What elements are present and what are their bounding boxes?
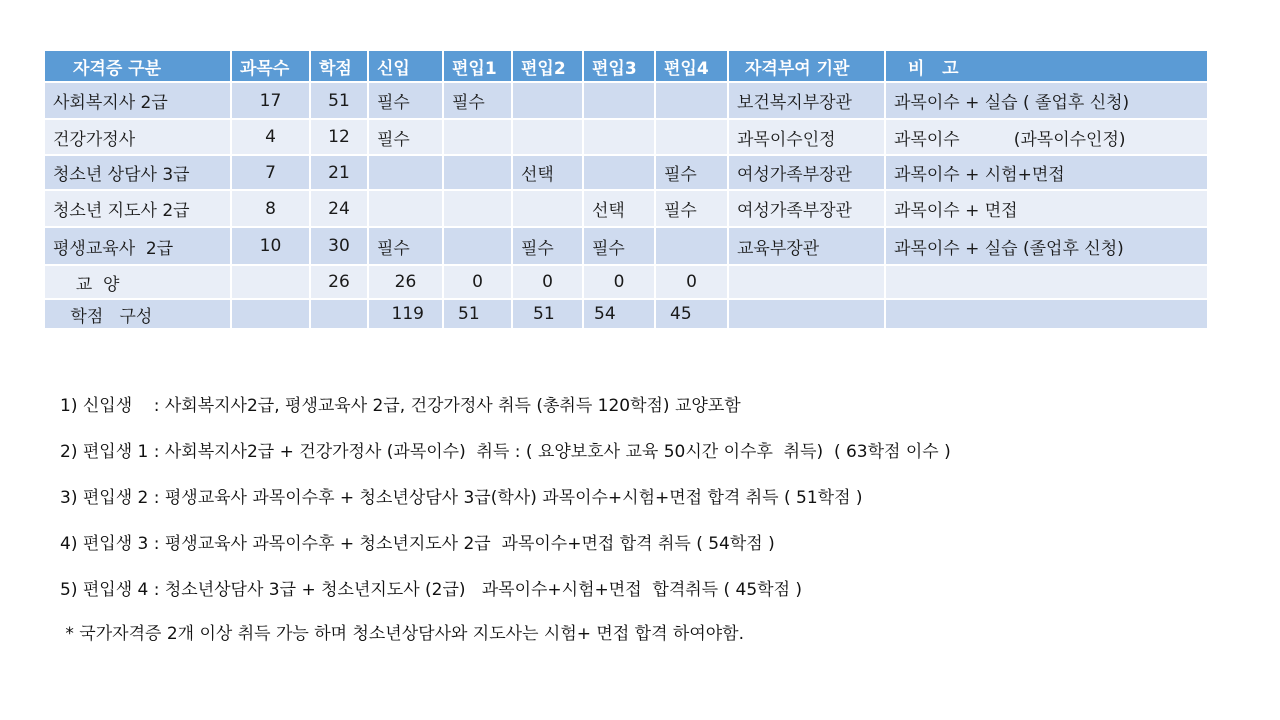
- cell-transfer4: 45: [655, 299, 728, 329]
- cell-remarks: [885, 299, 1208, 329]
- header-transfer3: 편입3: [583, 50, 655, 82]
- cell-agency: 교육부장관: [728, 227, 885, 265]
- cell-transfer4: 0: [655, 265, 728, 299]
- cell-transfer3: [583, 82, 655, 119]
- header-transfer2: 편입2: [512, 50, 583, 82]
- cell-credits: [310, 299, 368, 329]
- cell-course-count: 8: [231, 190, 310, 227]
- cell-transfer4: [655, 227, 728, 265]
- cell-agency: 보건복지부장관: [728, 82, 885, 119]
- cell-transfer3: 0: [583, 265, 655, 299]
- header-course-count: 과목수: [231, 50, 310, 82]
- header-freshman: 신입: [368, 50, 443, 82]
- table-header-row: [44, 50, 1208, 82]
- cell-transfer3: 선택: [583, 190, 655, 227]
- cell-agency: 여성가족부장관: [728, 155, 885, 190]
- cell-transfer1: [443, 155, 512, 190]
- cell-transfer3: 54: [583, 299, 655, 329]
- cell-cert-name: 청소년 상담사 3급: [44, 155, 231, 190]
- cell-freshman: [368, 190, 443, 227]
- table-row: [44, 155, 1208, 190]
- table-row: [44, 299, 1208, 329]
- cell-transfer3: [583, 155, 655, 190]
- cell-credits: 21: [310, 155, 368, 190]
- cell-cert-name: 건강가정사: [44, 119, 231, 155]
- note-item: 5) 편입생 4 : 청소년상담사 3급 + 청소년지도사 (2급) 과목이수+시험+면접 합격취득 ( 45학점 ): [60, 580, 803, 600]
- cell-transfer2: [512, 82, 583, 119]
- note-item: 1) 신입생 : 사회복지사2급, 평생교육사 2급, 건강가정사 취득 (총취득 120학점) 교양포함: [60, 396, 741, 416]
- cell-freshman: 필수: [368, 119, 443, 155]
- cell-remarks: 과목이수 + 면접: [885, 190, 1208, 227]
- cell-transfer1: [443, 227, 512, 265]
- table-row: [44, 119, 1208, 155]
- cell-transfer2: [512, 119, 583, 155]
- cell-freshman: 119: [368, 299, 443, 329]
- cell-course-count: [231, 299, 310, 329]
- cell-transfer4: 필수: [655, 155, 728, 190]
- cell-transfer3: 필수: [583, 227, 655, 265]
- cell-transfer2: 51: [512, 299, 583, 329]
- cell-remarks: 과목이수 + 시험+면접: [885, 155, 1208, 190]
- cell-row-label: 학점 구성: [44, 299, 231, 329]
- cell-agency: [728, 299, 885, 329]
- note-item: 2) 편입생 1 : 사회복지사2급 + 건강가정사 (과목이수) 취득 : ( 요양보호사 교육 50시간 이수후 취득) ( 63학점 이수 ): [60, 442, 951, 462]
- cell-remarks: 과목이수 (과목이수인정): [885, 119, 1208, 155]
- cell-transfer2: [512, 190, 583, 227]
- cell-course-count: 4: [231, 119, 310, 155]
- notes-list: [60, 392, 1240, 666]
- cell-transfer2: 선택: [512, 155, 583, 190]
- cell-transfer1: [443, 190, 512, 227]
- header-issuing-agency: 자격부여 기관: [728, 50, 885, 82]
- header-remarks: 비 고: [885, 50, 1208, 82]
- cell-remarks: 과목이수 + 실습 ( 졸업후 신청): [885, 82, 1208, 119]
- cell-credits: 51: [310, 82, 368, 119]
- cell-transfer1: 51: [443, 299, 512, 329]
- cell-transfer2: 필수: [512, 227, 583, 265]
- cell-remarks: 과목이수 + 실습 (졸업후 신청): [885, 227, 1208, 265]
- cell-credits: 26: [310, 265, 368, 299]
- cell-agency: 과목이수인정: [728, 119, 885, 155]
- cell-transfer3: [583, 119, 655, 155]
- cell-transfer2: 0: [512, 265, 583, 299]
- cell-freshman: 필수: [368, 82, 443, 119]
- note-item: 4) 편입생 3 : 평생교육사 과목이수후 + 청소년지도사 2급 과목이수+면접 합격 취득 ( 54학점 ): [60, 534, 775, 554]
- note-item: 3) 편입생 2 : 평생교육사 과목이수후 + 청소년상담사 3급(학사) 과목이수+시험+면접 합격 취득 ( 51학점 ): [60, 488, 863, 508]
- cell-transfer4: 필수: [655, 190, 728, 227]
- cell-transfer4: [655, 82, 728, 119]
- cell-cert-name: 사회복지사 2급: [44, 82, 231, 119]
- header-cert-type: 자격증 구분: [44, 50, 231, 82]
- table-row: [44, 82, 1208, 119]
- table-row: [44, 190, 1208, 227]
- cell-transfer1: 필수: [443, 82, 512, 119]
- table-row: [44, 265, 1208, 299]
- cell-credits: 30: [310, 227, 368, 265]
- cell-remarks: [885, 265, 1208, 299]
- header-credits: 학점: [310, 50, 368, 82]
- certificate-table: [43, 49, 1209, 330]
- cell-cert-name: 평생교육사 2급: [44, 227, 231, 265]
- cell-course-count: 7: [231, 155, 310, 190]
- table-row: [44, 227, 1208, 265]
- header-transfer4: 편입4: [655, 50, 728, 82]
- cell-transfer1: 0: [443, 265, 512, 299]
- note-footnote: * 국가자격증 2개 이상 취득 가능 하며 청소년상담사와 지도사는 시험+ 면접 합격 하여야함.: [60, 624, 744, 644]
- cell-freshman: 필수: [368, 227, 443, 265]
- header-transfer1: 편입1: [443, 50, 512, 82]
- cell-course-count: [231, 265, 310, 299]
- cell-credits: 12: [310, 119, 368, 155]
- cell-freshman: 26: [368, 265, 443, 299]
- cell-transfer1: [443, 119, 512, 155]
- cell-credits: 24: [310, 190, 368, 227]
- cell-freshman: [368, 155, 443, 190]
- cell-agency: [728, 265, 885, 299]
- cell-cert-name: 청소년 지도사 2급: [44, 190, 231, 227]
- cell-transfer4: [655, 119, 728, 155]
- cell-row-label: 교 양: [44, 265, 231, 299]
- cell-course-count: 17: [231, 82, 310, 119]
- cell-course-count: 10: [231, 227, 310, 265]
- cell-agency: 여성가족부장관: [728, 190, 885, 227]
